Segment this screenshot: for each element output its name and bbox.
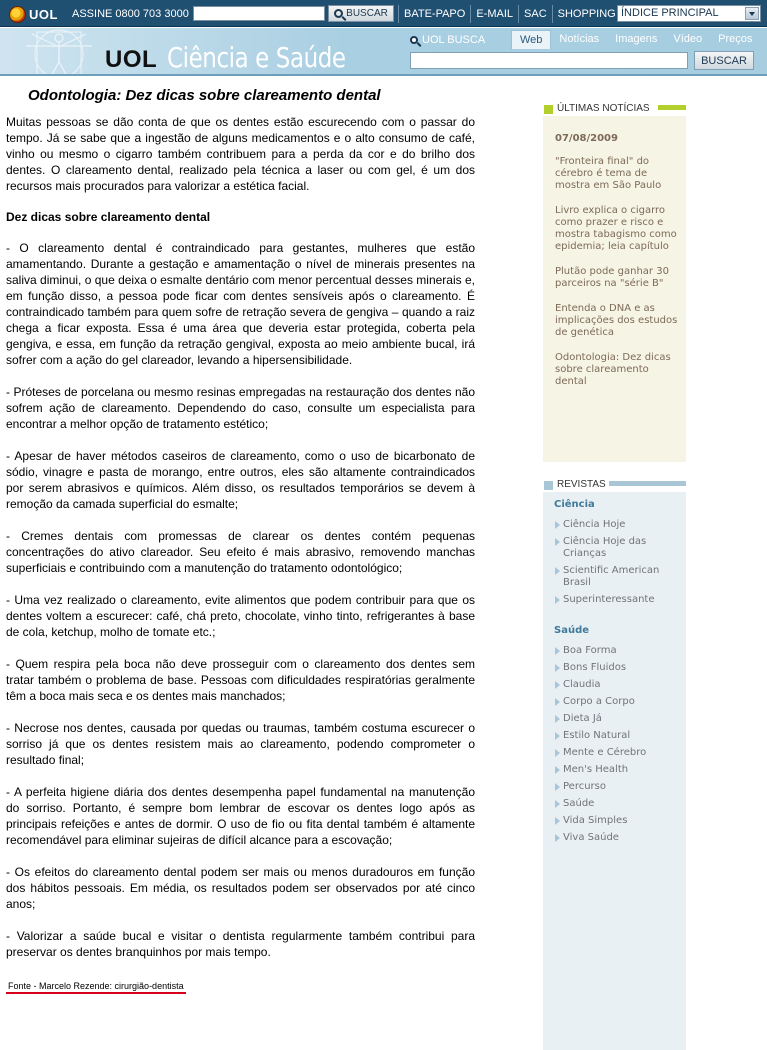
nav-sac[interactable]: SAC <box>524 7 547 20</box>
square-bullet-icon <box>544 481 553 490</box>
top-search-input[interactable] <box>193 6 325 21</box>
magazine-link[interactable]: Scientific American Brasil <box>563 565 680 589</box>
article-title: Odontologia: Dez dicas sobre clareamento dental <box>28 87 381 104</box>
magazines-header <box>543 478 686 492</box>
index-select[interactable] <box>617 5 761 22</box>
magazine-link[interactable]: Corpo a Corpo <box>563 696 680 708</box>
uol-busca-button[interactable]: BUSCAR <box>694 51 754 70</box>
tab-imagens[interactable]: Imagens <box>615 33 658 45</box>
news-link[interactable]: Livro explica o cigarro como prazer e risco e mostra tabagismo como epidemia; leia capítulo <box>555 205 677 252</box>
vitruvian-man-icon <box>12 28 107 76</box>
article-subtitle: Dez dicas sobre clareamento dental <box>6 210 211 224</box>
magazine-link[interactable]: Vida Simples <box>563 815 680 827</box>
tip-5: - Uma vez realizado o clareamento, evite alimentos que podem contribuir para que os dentes voltem a escurecer: café, chá preto, chocolate, vinho tinto, refrigerantes à base de cola, ketchup, molho de tomate etc.; <box>6 593 475 639</box>
category-ciencia[interactable]: Ciência <box>554 499 595 510</box>
search-icon <box>410 36 418 44</box>
tip-3: - Apesar de haver métodos caseiros de clareamento, como o uso de bicarbonato de sódio, vinagre e pasta de morango, entre outros, eles são altamente contraindicados por serem abrasivos e químicos. Além disso, os resultados temporários se devem à remoção da camada superficial do esmalte; <box>6 449 475 511</box>
magazine-link[interactable]: Boa Forma <box>563 645 680 657</box>
top-search-button-label: BUSCAR <box>346 8 388 19</box>
latest-news-heading: ÚLTIMAS NOTÍCIAS <box>557 103 650 114</box>
magazine-link[interactable]: Superinteressante <box>563 594 680 606</box>
chevron-down-icon <box>745 7 759 20</box>
nav-bate-papo[interactable]: BATE-PAPO <box>404 7 466 20</box>
tab-video[interactable]: Vídeo <box>673 33 703 45</box>
article-source: Fonte - Marcelo Rezende: cirurgião-dentista <box>6 981 186 994</box>
tip-1: - O clareamento dental é contraindicado para gestantes, mulheres que estão amamentando. Durante a gestação e amamentação o nível de minerais presentes na saliva diminui, o que deixa o esmalte dentário com menor percentual desses minerais e, em função disso, a pessoa pode ficar com dentes sensíveis após o clareamento. É contraindicado também para quem sofre de retração severa de gengiva – quando a raiz chega a ficar exposta. Essa é uma área que deveria estar protegida, coberta pela gengiva, e essa, em função da retração gengival, exposta ao meio ambiente bucal, irá sofrer com a ação do gel clareador, levando a hipersensibilidade. <box>6 241 475 367</box>
top-bar <box>0 0 767 27</box>
uol-busca-panel <box>405 28 767 76</box>
news-link[interactable]: "Fronteira final" do cérebro é tema de mostra em São Paulo <box>555 156 662 191</box>
latest-news-box <box>543 102 686 462</box>
category-saude[interactable]: Saúde <box>554 625 590 636</box>
uol-ball-icon <box>9 6 26 23</box>
uol-busca-input[interactable] <box>410 52 688 69</box>
news-link[interactable]: Odontologia: Dez dicas sobre clareamento dental <box>555 352 671 387</box>
tab-noticias[interactable]: Notícias <box>559 33 600 45</box>
saude-magazine-list <box>543 636 686 844</box>
article-intro: Muitas pessoas se dão conta de que os dentes estão escurecendo com o passar do tempo. Já se sabe que a ingestão de alguns medicamentos e o alto consumo de café, vinho ou mesmo o cigarro também contribuem para a perda da cor e do brilho dos dentes. O clareamento dental, realizado pela técnica a laser ou com gel, é um dos recursos mais procurados para valorizar a estética facial. <box>6 115 475 193</box>
index-select-value: ÍNDICE PRINCIPAL <box>621 7 719 19</box>
news-date: 07/08/2009 <box>555 133 618 144</box>
magazine-link[interactable]: Mente e Cérebro <box>563 747 680 759</box>
magazine-link[interactable]: Dieta Já <box>563 713 680 725</box>
top-search-button[interactable] <box>328 5 394 22</box>
square-bullet-icon <box>544 105 553 114</box>
tab-precos[interactable]: Preços <box>718 33 753 45</box>
magazines-heading: REVISTAS <box>557 479 606 490</box>
section-banner <box>0 28 767 76</box>
tip-7: - Necrose nos dentes, causada por quedas ou traumas, também costuma escurecer o sorriso já que os dentes resistem mais ao clareamento, podendo comprometer o resultado final; <box>6 721 475 767</box>
magazine-link[interactable]: Saúde <box>563 798 680 810</box>
tip-2: - Próteses de porcelana ou mesmo resinas empregadas na restauração dos dentes não sofrem ação de clareamento. Dependendo do caso, consulte um especialista para encontrar a melhor opção de tratamento estético; <box>6 385 475 431</box>
magazine-link[interactable]: Bons Fluidos <box>563 662 680 674</box>
tip-9: - Os efeitos do clareamento dental podem ser mais ou menos duradouros em função dos hábitos pessoais. Em média, os resultados podem ser observados por até cinco anos; <box>6 865 475 911</box>
uol-busca-label: UOL BUSCA <box>410 34 485 46</box>
news-link[interactable]: Plutão pode ganhar 30 parceiros na "série B" <box>555 266 669 289</box>
brand-uol: UOL <box>105 46 158 73</box>
news-link[interactable]: Entenda o DNA e as implicações dos estudos de genética <box>555 303 678 338</box>
latest-news-header <box>543 102 686 116</box>
article <box>6 87 475 994</box>
section-brand[interactable] <box>105 41 385 74</box>
tab-web[interactable]: Web <box>511 30 551 49</box>
magazine-link[interactable]: Ciência Hoje <box>563 519 680 531</box>
magazine-link[interactable]: Ciência Hoje das Crianças <box>563 536 680 560</box>
nav-email[interactable]: E-MAIL <box>476 7 514 20</box>
tip-4: - Cremes dentais com promessas de clarear os dentes contém pequenas concentrações do ativo clareador. Seu efeito é mais abrasivo, removendo manchas superficiais e contribuindo com a manutenção do tratamento odontológico; <box>6 529 475 575</box>
top-nav <box>398 0 621 27</box>
uol-logo-text: UOL <box>29 6 58 22</box>
uol-logo[interactable] <box>9 5 58 23</box>
magazine-link[interactable]: Men's Health <box>563 764 680 776</box>
magazine-link[interactable]: Percurso <box>563 781 680 793</box>
magazines-box <box>543 478 686 1050</box>
subscribe-phone[interactable]: ASSINE 0800 703 3000 <box>72 8 189 20</box>
search-tabs <box>511 30 760 49</box>
tip-8: - A perfeita higiene diária dos dentes desempenha papel fundamental na manutenção do sorriso. Portanto, é sempre bom lembrar de escovar os dentes logo após as principais refeições e antes de dormir. O uso de fio ou fita dental também é altamente recomendável para eliminar sujeiras de difícil alcance para a escovação; <box>6 785 475 847</box>
magazine-link[interactable]: Estilo Natural <box>563 730 680 742</box>
tip-6: - Quem respira pela boca não deve prosseguir com o clareamento dos dentes sem tratar também o problema de base. Pessoas com dificuldades respiratórias geralmente têm a boca mais seca e os dentes mais manchados; <box>6 657 475 703</box>
magazine-link[interactable]: Claudia <box>563 679 680 691</box>
nav-shopping[interactable]: SHOPPING <box>557 7 616 20</box>
search-icon <box>334 9 343 18</box>
magazine-link[interactable]: Viva Saúde <box>563 832 680 844</box>
brand-section-name: Ciência e Saúde <box>167 41 346 74</box>
tip-10: - Valorizar a saúde bucal e visitar o dentista regularmente também contribui para preservar os dentes branquinhos por mais tempo. <box>6 929 475 959</box>
